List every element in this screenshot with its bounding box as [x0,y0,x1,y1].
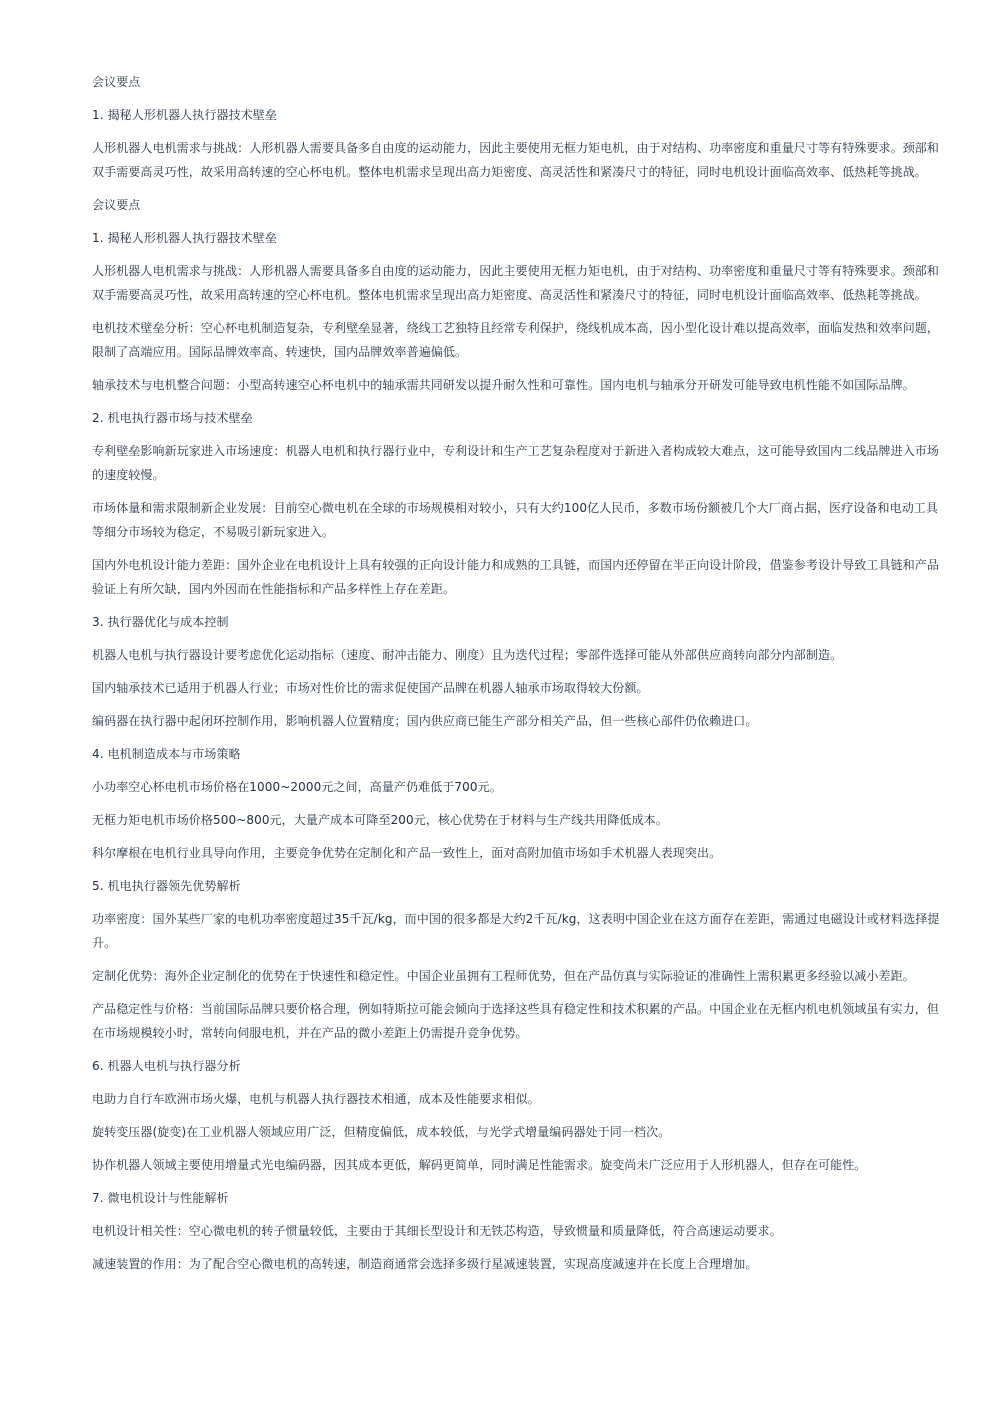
section-heading: 4. 电机制造成本与市场策略 [92,747,241,761]
paragraph: 编码器在执行器中起闭环控制作用，影响机器人位置精度；国内供应商已能生产部分相关产品，但一些核心部件仍依赖进口。 [92,714,758,728]
paragraph: 定制化优势：海外企业定制化的优势在于快速性和稳定性。中国企业虽拥有工程师优势，但在产品仿真与实际验证的准确性上需积累更多经验以减小差距。 [92,969,915,983]
section-heading: 会议要点 [92,198,141,212]
paragraph: 专利壁垒影响新玩家进入市场速度：机器人电机和执行器行业中，专利设计和生产工艺复杂程度对于新进入者构成较大难点，这可能导致国内二线品牌进入市场的速度较慢。 [92,444,940,482]
paragraph: 电助力自行车欧洲市场火爆，电机与机器人执行器技术相通，成本及性能要求相似。 [92,1092,540,1106]
section-heading: 6. 机器人电机与执行器分析 [92,1059,241,1073]
paragraph: 电机技术壁垒分析：空心杯电机制造复杂，专利壁垒显著，绕线工艺独特且经常专利保护，绕线机成本高，因小型化设计难以提高效率，面临发热和效率问题，限制了高端应用。国际品牌效率高、转速快，国内品牌效率普遍偏低。 [92,321,940,359]
paragraph: 协作机器人领域主要使用增量式光电编码器，因其成本更低，解码更简单，同时满足性能需求。旋变尚未广泛应用于人形机器人，但存在可能性。 [92,1158,867,1172]
section-heading: 2. 机电执行器市场与技术壁垒 [92,411,253,425]
paragraph: 科尔摩根在电机行业具导向作用，主要竞争优势在定制化和产品一致性上，面对高附加值市场如手术机器人表现突出。 [92,846,722,860]
section-heading: 7. 微电机设计与性能解析 [92,1191,229,1205]
paragraph: 功率密度：国外某些厂家的电机功率密度超过35千瓦/kg，而中国的很多都是大约2千瓦/kg，这表明中国企业在这方面存在差距，需通过电磁设计或材料选择提升。 [92,912,940,950]
paragraph: 无框力矩电机市场价格500~800元，大量产成本可降至200元，核心优势在于材料与生产线共用降低成本。 [92,813,668,827]
paragraph: 小功率空心杯电机市场价格在1000~2000元之间，高量产仍难低于700元。 [92,780,502,794]
paragraph: 减速装置的作用：为了配合空心微电机的高转速，制造商通常会选择多级行星减速装置，实现高度减速并在长度上合理增加。 [92,1257,758,1271]
paragraph: 人形机器人电机需求与挑战：人形机器人需要具备多自由度的运动能力，因此主要使用无框力矩电机，由于对结构、功率密度和重量尺寸等有特殊要求。颈部和双手需要高灵巧性，故采用高转速的空心杯电机。整体电机需求呈现出高力矩密度、高灵活性和紧凑尺寸的特征，同时电机设计面临高效率、低热耗等挑战。 [92,141,940,179]
section-heading: 3. 执行器优化与成本控制 [92,615,229,629]
paragraph: 旋转变压器(旋变)在工业机器人领域应用广泛，但精度偏低，成本较低，与光学式增量编码器处于同一档次。 [92,1125,671,1139]
paragraph: 国内外电机设计能力差距：国外企业在电机设计上具有较强的正向设计能力和成熟的工具链，而国内还停留在半正向设计阶段，借鉴参考设计导致工具链和产品验证上有所欠缺，国内外因而在性能指标和产品多样性上存在差距。 [92,558,940,596]
paragraph: 机器人电机与执行器设计要考虑优化运动指标（速度、耐冲击能力、刚度）且为迭代过程；零部件选择可能从外部供应商转向部分内部制造。 [92,648,843,662]
paragraph: 国内轴承技术已适用于机器人行业；市场对性价比的需求促使国产品牌在机器人轴承市场取得较大份额。 [92,681,649,695]
paragraph: 轴承技术与电机整合问题：小型高转速空心杯电机中的轴承需共同研发以提升耐久性和可靠性。国内电机与轴承分开研发可能导致电机性能不如国际品牌。 [92,378,915,392]
paragraph: 产品稳定性与价格：当前国际品牌只要价格合理，例如特斯拉可能会倾向于选择这些具有稳定性和技术积累的产品。中国企业在无框内机电机领域虽有实力，但在市场规模较小时，常转向伺服电机，并在产品的微小差距上仍需提升竞争优势。 [92,1002,940,1040]
section-heading: 会议要点 [92,75,141,89]
paragraph: 电机设计相关性：空心微电机的转子惯量较低，主要由于其细长型设计和无铁芯构造，导致惯量和质量降低，符合高速运动要求。 [92,1224,782,1238]
section-heading: 1. 揭秘人形机器人执行器技术壁垒 [92,231,277,245]
paragraph: 人形机器人电机需求与挑战：人形机器人需要具备多自由度的运动能力，因此主要使用无框力矩电机，由于对结构、功率密度和重量尺寸等有特殊要求。颈部和双手需要高灵巧性，故采用高转速的空心杯电机。整体电机需求呈现出高力矩密度、高灵活性和紧凑尺寸的特征，同时电机设计面临高效率、低热耗等挑战。 [92,264,940,302]
section-heading: 5. 机电执行器领先优势解析 [92,879,241,893]
paragraph: 市场体量和需求限制新企业发展：目前空心微电机在全球的市场规模相对较小，只有大约100亿人民币，多数市场份额被几个大厂商占据，医疗设备和电动工具等细分市场较为稳定，不易吸引新玩家进入。 [92,501,939,539]
section-heading: 1. 揭秘人形机器人执行器技术壁垒 [92,108,277,122]
